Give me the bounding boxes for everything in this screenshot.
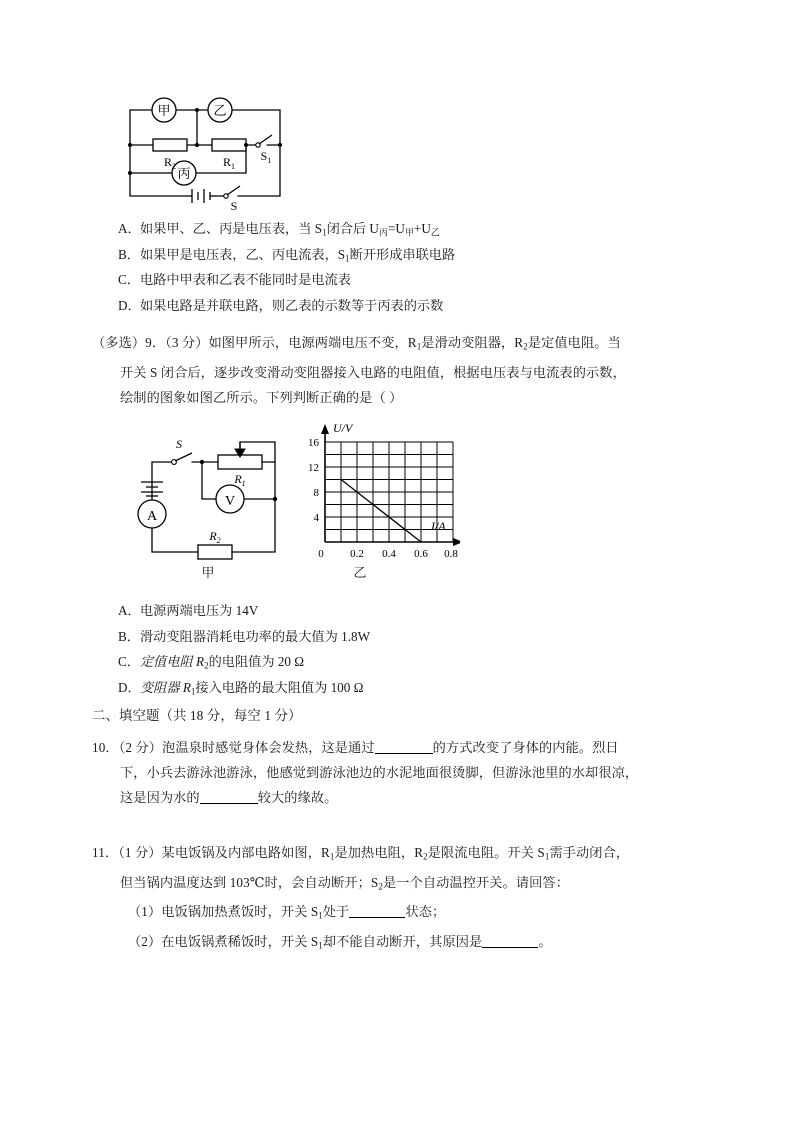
q9-option-d-label: D． — [118, 679, 141, 695]
question11-line3c: 状态； — [405, 904, 446, 919]
question11-line3b: 处于 — [322, 904, 350, 919]
question10-line3b: 较大的缘故。 — [257, 790, 338, 805]
section-2-heading: 二、填空题（共 18 分，每空 1 分） — [92, 708, 302, 723]
junction-dots — [128, 108, 282, 175]
question11-line4c: 。 — [538, 933, 552, 949]
switch-s1-label: $S_1$ — [260, 149, 272, 165]
x-tick-0: 0 — [318, 548, 324, 560]
q9-option-b-label: B． — [118, 628, 140, 644]
question11-line1-sub3: 1 — [544, 851, 550, 862]
option-c — [118, 267, 718, 293]
question11-line3a: （1）电饭锅加热煮饭时，开关 S — [128, 904, 319, 919]
uv-graph-svg — [285, 420, 460, 570]
q9-option-d-text: 变阻器 R — [140, 679, 191, 695]
question11-line3-sub: 1 — [318, 910, 323, 921]
question11-line4-sub: 1 — [318, 940, 323, 950]
option-b-label: B． — [118, 246, 140, 262]
question11-line1a: 11．（1 分）某电饭锅及内部电路如图，R — [92, 845, 330, 860]
question11-line1 — [92, 840, 702, 870]
question9-stem-line3: 绘制的图象如图乙所示。下列判断正确的是（ ） — [120, 389, 403, 405]
option-a-sub4: 乙 — [430, 227, 440, 238]
question11-line1d: 需手动闭合， — [549, 845, 630, 860]
question11 — [92, 840, 702, 958]
figure-caption-jia: 甲 — [201, 565, 215, 580]
option-b-text2: 断开形成串联电路 — [349, 246, 456, 262]
resistor-r1-box — [212, 139, 246, 151]
meter-bing-label: 丙 — [177, 166, 191, 181]
x-axis-arrow — [453, 538, 460, 546]
resistor-r2-label: $R_2$ — [163, 155, 177, 171]
question9-prefix: （多选）9．（3 分） — [92, 335, 209, 350]
question11-line2 — [92, 870, 702, 900]
question9-circuit-svg — [130, 424, 280, 574]
question11-line4b: 却不能自动断开，其原因是 — [322, 933, 483, 949]
question10-blank-1[interactable] — [375, 740, 433, 754]
q9-option-b-text: 滑动变阻器消耗电功率的最大值为 1.8W — [140, 628, 371, 644]
x-tick-06: 0.6 — [414, 548, 428, 560]
question9-stem-line2: 开关 S 闭合后，逐步改变滑动变阻器接入电路的电阻值，根据电压表与电流表的示数， — [120, 364, 626, 380]
option-a — [118, 216, 718, 242]
uv-data-line — [341, 480, 421, 543]
resistor-r2-box — [153, 139, 187, 151]
question10-line1a: 10．（2 分）泡温泉时感觉身体会发热，这是通过 — [92, 740, 375, 755]
option-b-sub1: 1 — [345, 253, 350, 263]
q9-option-d — [118, 675, 638, 701]
option-a-text2: 闭合后 U — [326, 221, 379, 236]
resistor-r2-label-q9: $R_2$ — [209, 529, 221, 545]
y-tick-4: 4 — [313, 512, 319, 524]
switch-s-blade — [227, 186, 240, 195]
switch-s-label-q9: S — [176, 437, 182, 451]
switch-s-blade-q9 — [175, 453, 192, 461]
switch-s1-blade — [259, 135, 272, 144]
option-d-label: D． — [118, 297, 141, 313]
question11-line1b: 是加热电阻，R — [334, 845, 424, 860]
question11-line2a: 但当锅内温度达到 103℃时，会自动断开；S — [120, 874, 379, 890]
y-tick-12: 12 — [308, 462, 319, 474]
ammeter-label: A — [146, 509, 158, 524]
option-b-text: 如果甲是电压表，乙、丙电流表，S — [140, 246, 346, 262]
x-axis-label: I/A — [431, 519, 446, 533]
voltmeter-label: V — [224, 494, 236, 509]
option-a-label: A． — [118, 221, 141, 236]
question9-line1-sub2: 2 — [523, 341, 528, 352]
question11-blank-1[interactable] — [349, 904, 405, 918]
switch-s-label: S — [230, 199, 238, 210]
option-d-text: 如果电路是并联电路，则乙表的示数等于丙表的示数 — [140, 297, 444, 313]
option-a-text: 如果甲、乙、丙是电压表，当 S — [140, 221, 323, 236]
question9-stem — [92, 330, 692, 410]
q9-option-d-text2: 接入电路的最大阻值为 100 Ω — [195, 679, 364, 695]
question10-line1 — [92, 735, 702, 760]
question11-line2b: 是一个自动温控开关。请回答： — [382, 874, 569, 890]
q9-option-c — [118, 649, 638, 675]
question10-line3a: 这是因为水的 — [120, 790, 200, 805]
question9-line1a: 如图甲所示，电源两端电压不变，R — [208, 335, 417, 350]
question10-line1b: 的方式改变了身体的内能。烈日 — [432, 740, 619, 755]
q9-option-c-text2: 的电阻值为 20 Ω — [208, 654, 305, 669]
q9-option-c-text: 定值电阻 R — [140, 654, 205, 669]
question10-line2: 下，小兵去游泳池游泳，他感觉到游泳池边的水泥地面很烫脚，但游泳池里的水却很凉， — [120, 765, 639, 780]
option-a-sub3: 甲 — [404, 227, 414, 238]
question9-line1-sub1: 1 — [416, 341, 422, 352]
option-a-sub2: 丙 — [378, 227, 388, 238]
question8-circuit-figure — [120, 88, 290, 210]
x-tick-02: 0.2 — [350, 548, 364, 560]
y-axis-label: U/V — [333, 421, 353, 435]
option-b — [118, 242, 718, 268]
option-c-label: C． — [118, 272, 140, 287]
q9-option-a-text: 电源两端电压为 14V — [140, 603, 259, 618]
question11-line4a: （2）在电饭锅煮稀饭时，开关 S — [128, 933, 319, 949]
question8-options — [118, 216, 718, 318]
question11-line1c: 是限流电阻。开关 S — [427, 845, 545, 860]
question11-line4 — [92, 929, 702, 959]
question11-line3 — [92, 899, 702, 929]
meter-jia-label: 甲 — [157, 103, 171, 118]
option-d — [118, 293, 718, 319]
question9-options — [118, 598, 638, 700]
q9-option-a — [118, 598, 638, 624]
question9-line1c: 是定值电阻。当 — [527, 335, 621, 350]
option-c-text: 电路中甲表和乙表不能同时是电流表 — [140, 272, 351, 287]
question11-blank-2[interactable] — [482, 934, 538, 948]
option-a-plus: +U — [413, 221, 431, 236]
question9-line1b: 是滑动变阻器，R — [421, 335, 524, 350]
rheostat-r1-label: $R_1$ — [234, 472, 246, 488]
q9-option-c-sub: 2 — [204, 660, 209, 671]
question10-line3 — [92, 785, 702, 810]
q9-option-d-sub: 1 — [190, 686, 196, 696]
circuit-diagram-svg — [120, 88, 290, 210]
battery-symbol — [192, 189, 216, 203]
question10-blank-2[interactable] — [200, 790, 258, 804]
question11-line2-sub: 2 — [378, 881, 383, 891]
option-a-sub1: 1 — [322, 227, 327, 238]
question9-figures — [130, 420, 470, 580]
resistor-r1-label: $R_1$ — [222, 155, 236, 171]
q9-option-c-label: C． — [118, 654, 140, 669]
question11-line1-sub1: 1 — [329, 851, 335, 862]
x-tick-04: 0.4 — [382, 548, 396, 560]
resistor-r2-box-q9 — [198, 545, 232, 559]
figure-caption-yi: 乙 — [353, 565, 367, 580]
option-a-eq: =U — [387, 221, 405, 236]
q9-option-a-label: A． — [118, 603, 141, 618]
question10 — [92, 735, 702, 810]
question9-stem-line1 — [92, 330, 692, 360]
question11-line1-sub2: 2 — [423, 851, 428, 862]
q9-option-b — [118, 624, 638, 650]
y-tick-16: 16 — [308, 437, 319, 449]
x-tick-08: 0.8 — [444, 548, 458, 560]
meter-yi-label: 乙 — [213, 103, 227, 118]
y-tick-8: 8 — [313, 487, 319, 499]
y-axis-arrow — [321, 424, 329, 434]
